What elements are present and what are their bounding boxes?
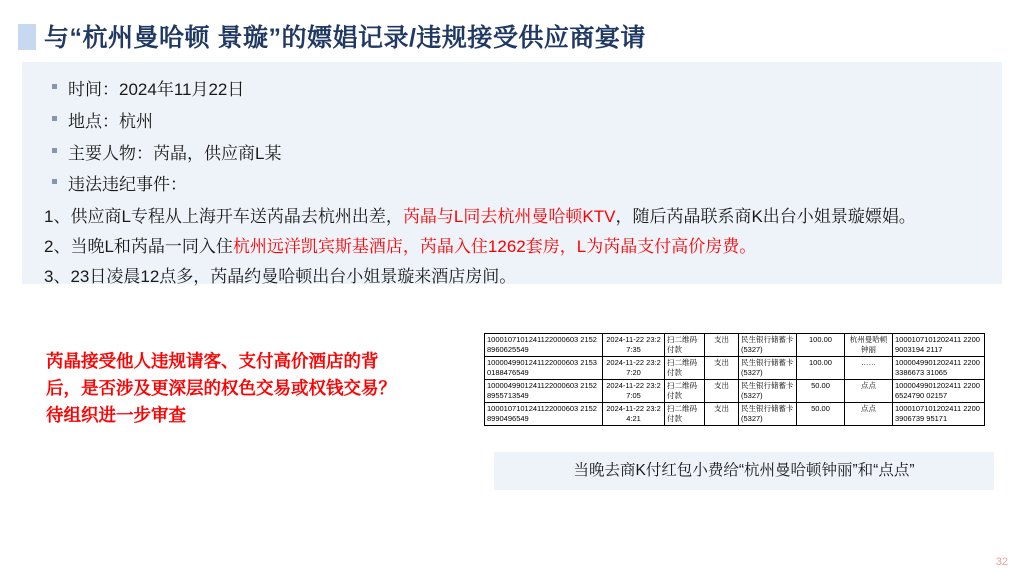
- cell-account: 民生银行储蓄卡(5327): [739, 380, 797, 403]
- cell-payee: 杭州曼哈顿钟丽: [845, 334, 893, 357]
- cell-datetime: 2024-11-22 23:24:21: [603, 403, 665, 426]
- table-row: [485, 334, 985, 357]
- cell-method: 扫二维码付款: [665, 357, 705, 380]
- cell-serial: 1000049901202411 22006524790 02157: [893, 380, 985, 403]
- question-line-2: 后，是否涉及更深层的权色交易或权钱交易？: [46, 378, 396, 398]
- list-item-2-highlight: 杭州远洋凯宾斯基酒店，芮晶入住1262套房，L为芮晶支付高价房费。: [232, 237, 757, 256]
- cell-datetime: 2024-11-22 23:27:05: [603, 380, 665, 403]
- page-title: 与“杭州曼哈顿 景璇”的嫖娼记录/违规接受供应商宴请: [44, 24, 646, 52]
- cell-payee: 点点: [845, 380, 893, 403]
- cell-datetime: 2024-11-22 23:27:20: [603, 357, 665, 380]
- table-caption-panel: [494, 452, 994, 490]
- list-item-2-pre: 当晚L和芮晶一同入住: [70, 237, 233, 256]
- cell-serial: 1000049901202411 22003386673 31065: [893, 357, 985, 380]
- slide-title-row: [0, 16, 1024, 58]
- bullet-marker-3: [52, 179, 57, 184]
- bullet-marker-0: [52, 84, 57, 89]
- list-item-1-post: ，随后芮晶联系商K出台小姐景璇嫖娼。: [615, 207, 916, 226]
- cell-account: 民生银行储蓄卡(5327): [739, 334, 797, 357]
- cell-serial: 1000107101202411 22009003194 2117: [893, 334, 985, 357]
- body-panel: [22, 62, 1002, 284]
- cell-order-id: 1000107101241122000603 21528990496549: [485, 403, 603, 426]
- bullet-item-time: 时间：2024年11月22日: [68, 80, 245, 99]
- question-line-3: 待组织进一步审查: [46, 405, 186, 425]
- table-row: [485, 357, 985, 380]
- cell-order-id: 1000049901241122000603 21530188476549: [485, 357, 603, 380]
- transaction-table-wrapper: [484, 333, 985, 426]
- cell-method: 扫二维码付款: [665, 403, 705, 426]
- cell-amount: 50.00: [797, 380, 845, 403]
- cell-order-id: 1000107101241122000603 21528960625549: [485, 334, 603, 357]
- list-item-2: [44, 232, 756, 257]
- page-number: 32: [995, 556, 1008, 568]
- cell-payee: ……: [845, 357, 893, 380]
- table-row: [485, 380, 985, 403]
- cell-account: 民生银行储蓄卡(5327): [739, 403, 797, 426]
- table-row: [485, 403, 985, 426]
- cell-direction: 支出: [705, 357, 739, 380]
- cell-datetime: 2024-11-22 23:27:35: [603, 334, 665, 357]
- table-caption-text: 当晚去商K付红包小费给“杭州曼哈顿钟丽”和“点点”: [573, 462, 915, 479]
- bullet-marker-2: [52, 148, 57, 153]
- cell-account: 民生银行储蓄卡(5327): [739, 357, 797, 380]
- list-item-2-number: 2、: [44, 237, 71, 256]
- list-item-1: [44, 202, 916, 227]
- cell-amount: 50.00: [797, 403, 845, 426]
- bullet-item-place: 地点：杭州: [68, 112, 153, 131]
- cell-amount: 100.00: [797, 334, 845, 357]
- cell-method: 扫二维码付款: [665, 334, 705, 357]
- cell-order-id: 1000049901241122000603 21528955713549: [485, 380, 603, 403]
- question-line-1: 芮晶接受他人违规请客、支付高价酒店的背: [46, 351, 379, 371]
- cell-amount: 100.00: [797, 357, 845, 380]
- bullet-item-people: 主要人物：芮晶，供应商L某: [68, 144, 282, 163]
- list-item-3-number: 3、: [44, 267, 71, 286]
- question-block: [46, 348, 446, 429]
- cell-method: 扫二维码付款: [665, 380, 705, 403]
- list-item-1-number: 1、: [44, 207, 71, 226]
- cell-serial: 1000107101202411 22003906739 95171: [893, 403, 985, 426]
- list-item-1-pre: 供应商L专程从上海开车送芮晶去杭州出差，: [70, 207, 403, 226]
- title-accent-bar: [18, 24, 36, 50]
- cell-direction: 支出: [705, 380, 739, 403]
- bullet-marker-1: [52, 116, 57, 121]
- list-item-3: [44, 262, 516, 287]
- cell-direction: 支出: [705, 334, 739, 357]
- cell-payee: 点点: [845, 403, 893, 426]
- cell-direction: 支出: [705, 403, 739, 426]
- list-item-3-pre: 23日凌晨12点多，芮晶约曼哈顿出台小姐景璇来酒店房间。: [70, 267, 517, 286]
- transaction-table: [484, 333, 985, 426]
- bullet-item-events: 违法违纪事件：: [68, 175, 187, 194]
- list-item-1-highlight: 芮晶与L同去杭州曼哈顿KTV: [402, 207, 616, 226]
